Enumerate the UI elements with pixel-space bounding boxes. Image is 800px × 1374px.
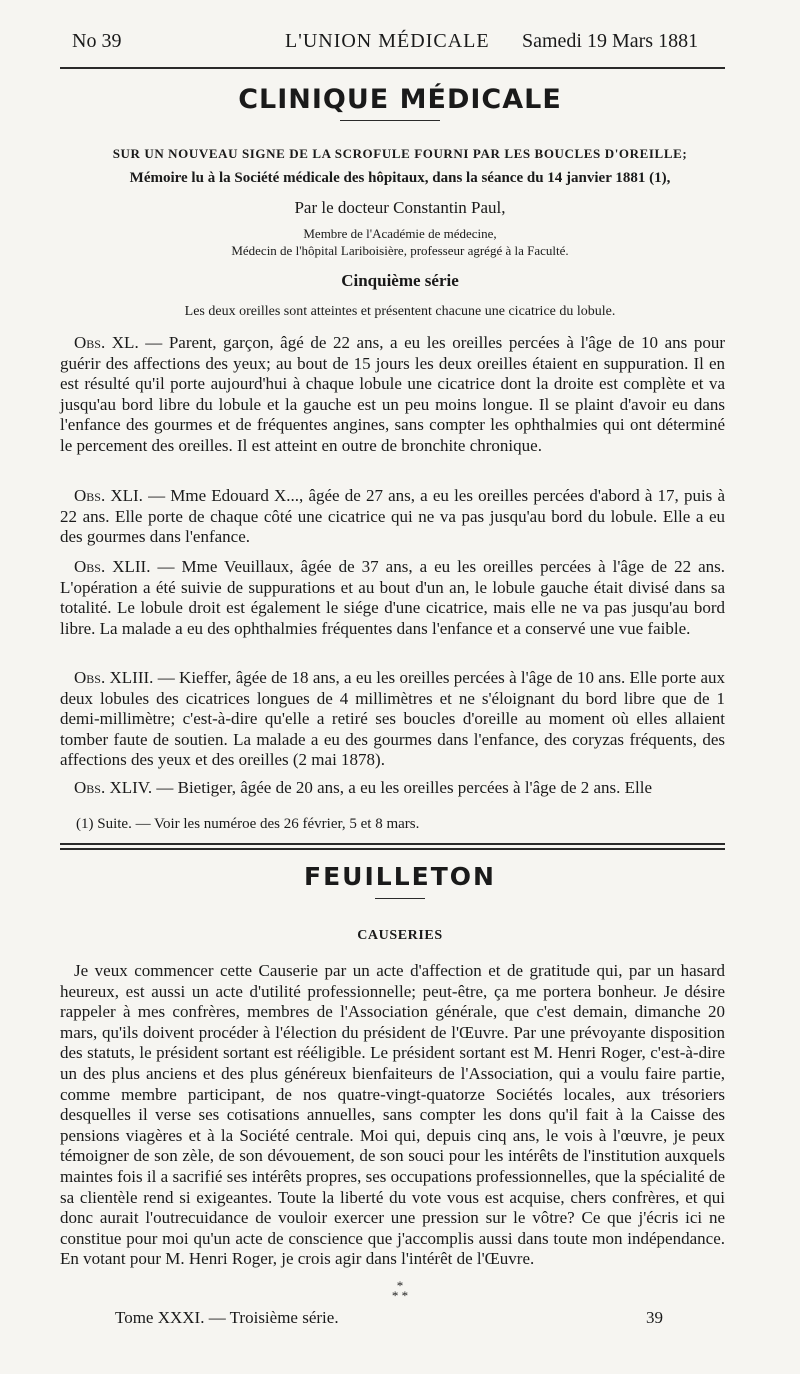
observation-label: Obs. XLIV. (74, 778, 153, 797)
feuilleton-rule-bottom (60, 848, 725, 850)
observation-text: — Mme Edouard X..., âgée de 27 ans, a eu les oreilles percées d'abord à 17, puis à 22 ans. Elle porte de chaque côté une cicatrice qui ne va pas jusqu'au bord du lobule. Elle a eu des gourmes dans l'enfance. (60, 486, 726, 547)
issue-date: Samedi 19 Mars 1881 (522, 30, 699, 52)
observation-text: — Bietiger, âgée de 20 ans, a eu les oreilles percées à l'âge de 2 ans. Elle (156, 778, 653, 797)
journal-title: L'UNION MÉDICALE (285, 30, 490, 52)
author-affiliation-1: Membre de l'Académie de médecine, (303, 226, 497, 241)
observation-label: Obs. XLI. (74, 486, 143, 505)
section-title-underline (340, 120, 440, 121)
observation-label: Obs. XLIII. (74, 668, 154, 687)
author: Par le docteur Constantin Paul, (294, 198, 506, 217)
header-rule (60, 67, 725, 69)
section-title: CLINIQUE MÉDICALE (238, 84, 562, 115)
observation-text: — Parent, garçon, âgé de 22 ans, a eu les oreilles percées à l'âge de 10 ans pour guérir des affections des yeux; au bout de 15 jours les deux oreilles étaient en suppuration. Il en est résulté qu'il porte aujourd'hui à chaque lobule une cicatrice dont la droite est complète et va jusqu'au bord libre du lobule et la gauche est un peu moins longue. Il se plaint d'avoir eu dans l'enfance des gourmes et de fréquentes angines, sans compter les ophthalmies qui ont déterminé le percement des oreilles. Il est atteint en outre de bronchite chronique. (60, 333, 726, 455)
observation-paragraph (60, 333, 725, 457)
feuilleton-title-underline (375, 898, 425, 899)
volume-note: Tome XXXI. — Troisième série. (115, 1308, 339, 1327)
observation-label: Obs. XL. (74, 333, 139, 352)
feuilleton-body: Je veux commencer cette Causerie par un acte d'affection et de gratitude qui, par un hasard heureux, est aussi un acte d'utilité professionnelle; peut-être, ça me portera bonheur. Je désire rappeler à mes confrères, membres de l'Association générale, que c'est demain, dimanche 20 mars, qu'ils doivent procéder à l'élection du président de l'Œuvre. Par une prévoyante disposition des statuts, le président sortant est rééligible. Le président sortant est M. Henri Roger, c'est-à-dire un des plus anciens et des plus généreux bienfaiteurs de l'Association, qui a voulu faire partie, comme membre participant, de nos quatre-vingt-quatorze Sociétés locales, aux trésoriers desquelles il verse ses cotisations annuelles, sans compter les dons qu'il fait à la Caisse des pensions viagères et à la Société centrale. Moi qui, depuis cinq ans, le vois à l'œuvre, je peux témoigner de son zèle, de son dévouement, de son souci pour les intérêts de l'institution auxquels maintes fois il a sacrifié ses intérêts propres, ses occupations professionnelles, que la spécialité de sa clientèle rend si exigeantes. Toute la liberté du vote vous est acquise, chers confrères, et qui donc aurait l'outrecuidance de vouloir exercer une pression sur le vôtre? Ce que j'écris ici ne constitue pour moi qu'un acte de conscience que j'accomplis aussi dans toute mon indépendance. En votant pour M. Henri Roger, je crois agir dans l'intérêt de l'Œuvre. (60, 961, 725, 1269)
observation-paragraph (60, 486, 725, 548)
observation-paragraph (60, 668, 725, 771)
observation-text: — Kieffer, âgée de 18 ans, a eu les oreilles percées à l'âge de 10 ans. Elle porte aux deux lobules des cicatrices longues de 4 millimètres et ne s'éloignant du bord libre que de 1 demi-millimètre; c'est-à-dire qu'elle a retiré ses boucles d'oreille au moment où elles allaient tomber faute de soutien. La malade a eu des gourmes dans l'enfance, des coryzas fréquents, des affections des yeux et des oreilles (2 mai 1878). (60, 668, 725, 770)
observation-text: — Mme Veuillaux, âgée de 37 ans, a eu les oreilles percées à l'âge de 22 ans. L'opération a été suivie de suppurations et au bout d'un an, le lobule gauche était divisé dans sa totalité. Le lobule droit est également le siége d'une cicatrice, mais elle ne va pas jusqu'au bord libre. La malade a eu des ophthalmies fréquentes dans l'enfance et a conservé une vue faible. (60, 557, 725, 638)
issue-number: No 39 (72, 30, 122, 52)
article-title: SUR UN NOUVEAU SIGNE DE LA SCROFULE FOURNI PAR LES BOUCLES D'OREILLE; (112, 146, 688, 161)
observation-paragraph (60, 557, 725, 639)
feuilleton-subtitle: CAUSERIES (357, 928, 443, 943)
observation-label: Obs. XLII. (74, 557, 151, 576)
asterism: * * * (391, 1278, 409, 1303)
memoire-note: Mémoire lu à la Société médicale des hôpitaux, dans la séance du 14 janvier 1881 (1), (129, 170, 671, 186)
page-number: 39 (646, 1308, 663, 1327)
observation-paragraph (60, 778, 725, 799)
feuilleton-title: FEUILLETON (304, 862, 496, 891)
series-heading: Cinquième série (341, 271, 459, 290)
feuilleton-rule-top (60, 843, 725, 845)
footnote: (1) Suite. — Voir les numéroe des 26 février, 5 et 8 mars. (76, 816, 420, 832)
author-affiliation-2: Médecin de l'hôpital Lariboisière, professeur agrégé à la Faculté. (231, 243, 569, 258)
series-subtitle: Les deux oreilles sont atteintes et présentent chacune une cicatrice du lobule. (184, 304, 616, 319)
